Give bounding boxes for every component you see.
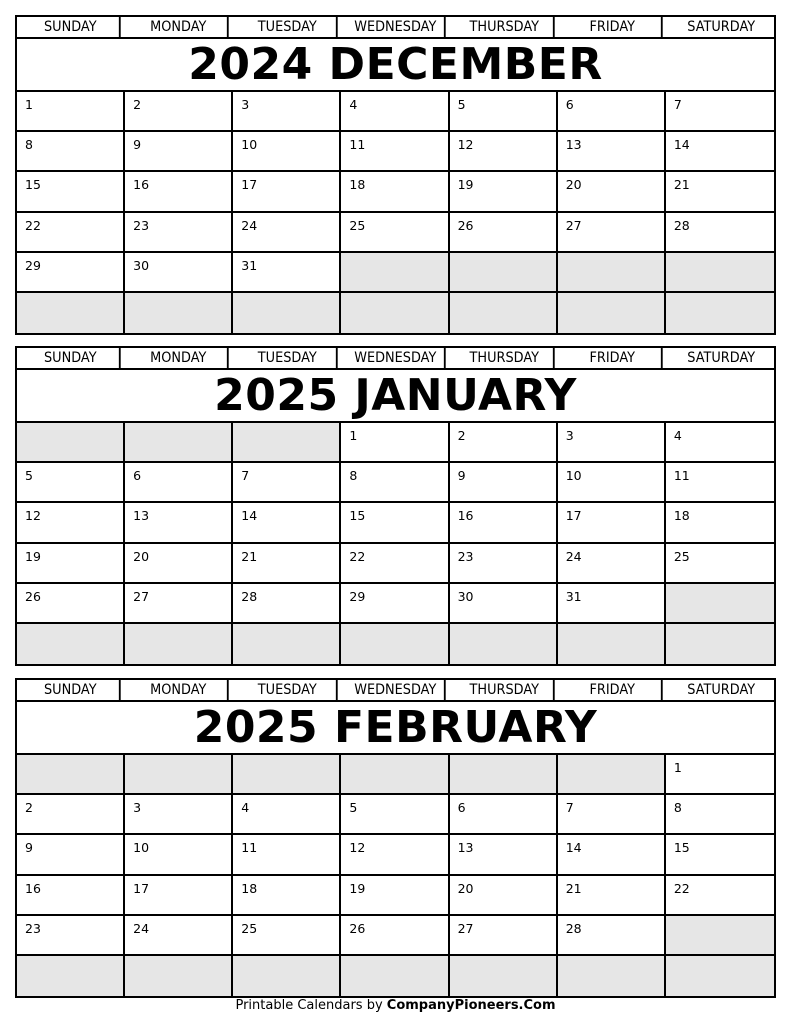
day-cell: 6 bbox=[125, 463, 233, 503]
day-cell: 13 bbox=[450, 835, 558, 875]
day-cell: 8 bbox=[666, 795, 774, 835]
day-cell: 2 bbox=[450, 423, 558, 463]
day-cell: 16 bbox=[125, 172, 233, 212]
month-title: 2025 JANUARY bbox=[17, 370, 774, 423]
empty-day-cell bbox=[341, 293, 449, 333]
empty-day-cell bbox=[17, 624, 125, 664]
day-cell: 10 bbox=[558, 463, 666, 503]
day-cell: 8 bbox=[341, 463, 449, 503]
empty-day-cell bbox=[17, 423, 125, 463]
month-title: 2024 DECEMBER bbox=[17, 39, 774, 92]
day-cell: 10 bbox=[125, 835, 233, 875]
day-cell: 22 bbox=[666, 876, 774, 916]
empty-day-cell bbox=[558, 624, 666, 664]
day-cell: 27 bbox=[450, 916, 558, 956]
empty-day-cell bbox=[450, 624, 558, 664]
empty-day-cell bbox=[341, 956, 449, 996]
day-cell: 13 bbox=[558, 132, 666, 172]
weekday-label: THURSDAY bbox=[455, 680, 555, 700]
day-cell: 31 bbox=[558, 584, 666, 624]
empty-day-cell bbox=[125, 956, 233, 996]
day-cell: 26 bbox=[341, 916, 449, 956]
day-cell: 17 bbox=[558, 503, 666, 543]
weekday-label: TUESDAY bbox=[238, 17, 338, 37]
day-cell: 2 bbox=[17, 795, 125, 835]
day-cell: 7 bbox=[558, 795, 666, 835]
day-grid bbox=[17, 92, 774, 333]
day-cell: 28 bbox=[666, 213, 774, 253]
empty-day-cell bbox=[341, 253, 449, 293]
empty-day-cell bbox=[558, 293, 666, 333]
day-cell: 9 bbox=[450, 463, 558, 503]
day-cell: 8 bbox=[17, 132, 125, 172]
day-cell: 3 bbox=[125, 795, 233, 835]
day-cell: 24 bbox=[125, 916, 233, 956]
weekday-label: THURSDAY bbox=[455, 348, 555, 368]
day-cell: 11 bbox=[233, 835, 341, 875]
day-cell: 14 bbox=[233, 503, 341, 543]
weekday-label: SATURDAY bbox=[686, 350, 755, 366]
day-cell: 18 bbox=[341, 172, 449, 212]
weekday-label: TUESDAY bbox=[238, 680, 338, 700]
day-cell: 6 bbox=[450, 795, 558, 835]
empty-day-cell bbox=[666, 956, 774, 996]
weekday-label: MONDAY bbox=[130, 348, 230, 368]
empty-day-cell bbox=[450, 293, 558, 333]
empty-day-cell bbox=[233, 755, 341, 795]
weekday-label: TUESDAY bbox=[238, 348, 338, 368]
weekday-label: MONDAY bbox=[130, 680, 230, 700]
empty-day-cell bbox=[125, 755, 233, 795]
empty-day-cell bbox=[450, 956, 558, 996]
day-cell: 3 bbox=[233, 92, 341, 132]
empty-day-cell bbox=[558, 956, 666, 996]
day-cell: 21 bbox=[666, 172, 774, 212]
weekday-label: SUNDAY bbox=[21, 17, 121, 37]
day-cell: 21 bbox=[558, 876, 666, 916]
empty-day-cell bbox=[666, 293, 774, 333]
day-cell: 20 bbox=[450, 876, 558, 916]
day-cell: 29 bbox=[341, 584, 449, 624]
weekday-header-row bbox=[17, 348, 774, 370]
weekday-header-row bbox=[17, 17, 774, 39]
day-cell: 25 bbox=[233, 916, 341, 956]
empty-day-cell bbox=[450, 253, 558, 293]
empty-day-cell bbox=[233, 423, 341, 463]
day-cell: 18 bbox=[233, 876, 341, 916]
day-cell: 5 bbox=[17, 463, 125, 503]
footer-brand[interactable]: CompanyPioneers.Com bbox=[386, 998, 556, 1013]
day-cell: 1 bbox=[341, 423, 449, 463]
day-cell: 11 bbox=[341, 132, 449, 172]
day-cell: 28 bbox=[558, 916, 666, 956]
weekday-label: SATURDAY bbox=[686, 682, 755, 698]
day-cell: 1 bbox=[17, 92, 125, 132]
day-cell: 2 bbox=[125, 92, 233, 132]
day-cell: 19 bbox=[450, 172, 558, 212]
day-cell: 24 bbox=[233, 213, 341, 253]
empty-day-cell bbox=[341, 624, 449, 664]
day-cell: 12 bbox=[341, 835, 449, 875]
weekday-label: WEDNESDAY bbox=[347, 680, 447, 700]
empty-day-cell bbox=[17, 293, 125, 333]
month-title: 2025 FEBRUARY bbox=[17, 702, 774, 755]
month-calendar bbox=[15, 346, 776, 666]
day-cell: 7 bbox=[233, 463, 341, 503]
day-grid bbox=[17, 423, 774, 664]
day-cell: 20 bbox=[125, 544, 233, 584]
day-cell: 9 bbox=[17, 835, 125, 875]
weekday-label: SUNDAY bbox=[21, 348, 121, 368]
day-cell: 26 bbox=[17, 584, 125, 624]
day-cell: 9 bbox=[125, 132, 233, 172]
empty-day-cell bbox=[666, 253, 774, 293]
day-cell: 5 bbox=[450, 92, 558, 132]
weekday-label: WEDNESDAY bbox=[347, 348, 447, 368]
weekday-label: SATURDAY bbox=[686, 19, 755, 35]
day-cell: 17 bbox=[233, 172, 341, 212]
day-cell: 13 bbox=[125, 503, 233, 543]
empty-day-cell bbox=[450, 755, 558, 795]
day-cell: 11 bbox=[666, 463, 774, 503]
day-cell: 29 bbox=[17, 253, 125, 293]
empty-day-cell bbox=[17, 956, 125, 996]
day-cell: 31 bbox=[233, 253, 341, 293]
footer-prefix: Printable Calendars by bbox=[235, 998, 383, 1013]
empty-day-cell bbox=[125, 293, 233, 333]
day-cell: 1 bbox=[666, 755, 774, 795]
day-cell: 19 bbox=[341, 876, 449, 916]
weekday-label: FRIDAY bbox=[563, 348, 663, 368]
empty-day-cell bbox=[666, 916, 774, 956]
day-cell: 16 bbox=[450, 503, 558, 543]
day-cell: 4 bbox=[666, 423, 774, 463]
empty-day-cell bbox=[233, 624, 341, 664]
empty-day-cell bbox=[233, 293, 341, 333]
weekday-label: MONDAY bbox=[130, 17, 230, 37]
day-cell: 30 bbox=[450, 584, 558, 624]
day-cell: 23 bbox=[17, 916, 125, 956]
day-cell: 10 bbox=[233, 132, 341, 172]
day-cell: 5 bbox=[341, 795, 449, 835]
day-cell: 17 bbox=[125, 876, 233, 916]
empty-day-cell bbox=[558, 253, 666, 293]
day-cell: 3 bbox=[558, 423, 666, 463]
day-cell: 15 bbox=[666, 835, 774, 875]
month-calendar bbox=[15, 15, 776, 335]
day-cell: 19 bbox=[17, 544, 125, 584]
day-cell: 30 bbox=[125, 253, 233, 293]
weekday-header-row bbox=[17, 680, 774, 702]
day-cell: 12 bbox=[450, 132, 558, 172]
weekday-label: FRIDAY bbox=[563, 680, 663, 700]
day-cell: 15 bbox=[341, 503, 449, 543]
day-cell: 28 bbox=[233, 584, 341, 624]
day-cell: 26 bbox=[450, 213, 558, 253]
weekday-label: THURSDAY bbox=[455, 17, 555, 37]
day-cell: 23 bbox=[125, 213, 233, 253]
day-cell: 12 bbox=[17, 503, 125, 543]
day-cell: 27 bbox=[125, 584, 233, 624]
day-cell: 4 bbox=[341, 92, 449, 132]
empty-day-cell bbox=[233, 956, 341, 996]
day-cell: 24 bbox=[558, 544, 666, 584]
weekday-label: WEDNESDAY bbox=[347, 17, 447, 37]
empty-day-cell bbox=[125, 624, 233, 664]
empty-day-cell bbox=[17, 755, 125, 795]
day-grid bbox=[17, 755, 774, 996]
day-cell: 15 bbox=[17, 172, 125, 212]
day-cell: 22 bbox=[17, 213, 125, 253]
day-cell: 14 bbox=[666, 132, 774, 172]
day-cell: 23 bbox=[450, 544, 558, 584]
day-cell: 18 bbox=[666, 503, 774, 543]
empty-day-cell bbox=[125, 423, 233, 463]
empty-day-cell bbox=[341, 755, 449, 795]
day-cell: 25 bbox=[666, 544, 774, 584]
day-cell: 4 bbox=[233, 795, 341, 835]
empty-day-cell bbox=[666, 584, 774, 624]
empty-day-cell bbox=[666, 624, 774, 664]
footer bbox=[0, 997, 791, 1015]
day-cell: 6 bbox=[558, 92, 666, 132]
empty-day-cell bbox=[558, 755, 666, 795]
day-cell: 14 bbox=[558, 835, 666, 875]
weekday-label: SUNDAY bbox=[21, 680, 121, 700]
weekday-label: FRIDAY bbox=[563, 17, 663, 37]
day-cell: 22 bbox=[341, 544, 449, 584]
day-cell: 25 bbox=[341, 213, 449, 253]
month-calendar bbox=[15, 678, 776, 998]
day-cell: 20 bbox=[558, 172, 666, 212]
day-cell: 27 bbox=[558, 213, 666, 253]
day-cell: 16 bbox=[17, 876, 125, 916]
day-cell: 7 bbox=[666, 92, 774, 132]
day-cell: 21 bbox=[233, 544, 341, 584]
